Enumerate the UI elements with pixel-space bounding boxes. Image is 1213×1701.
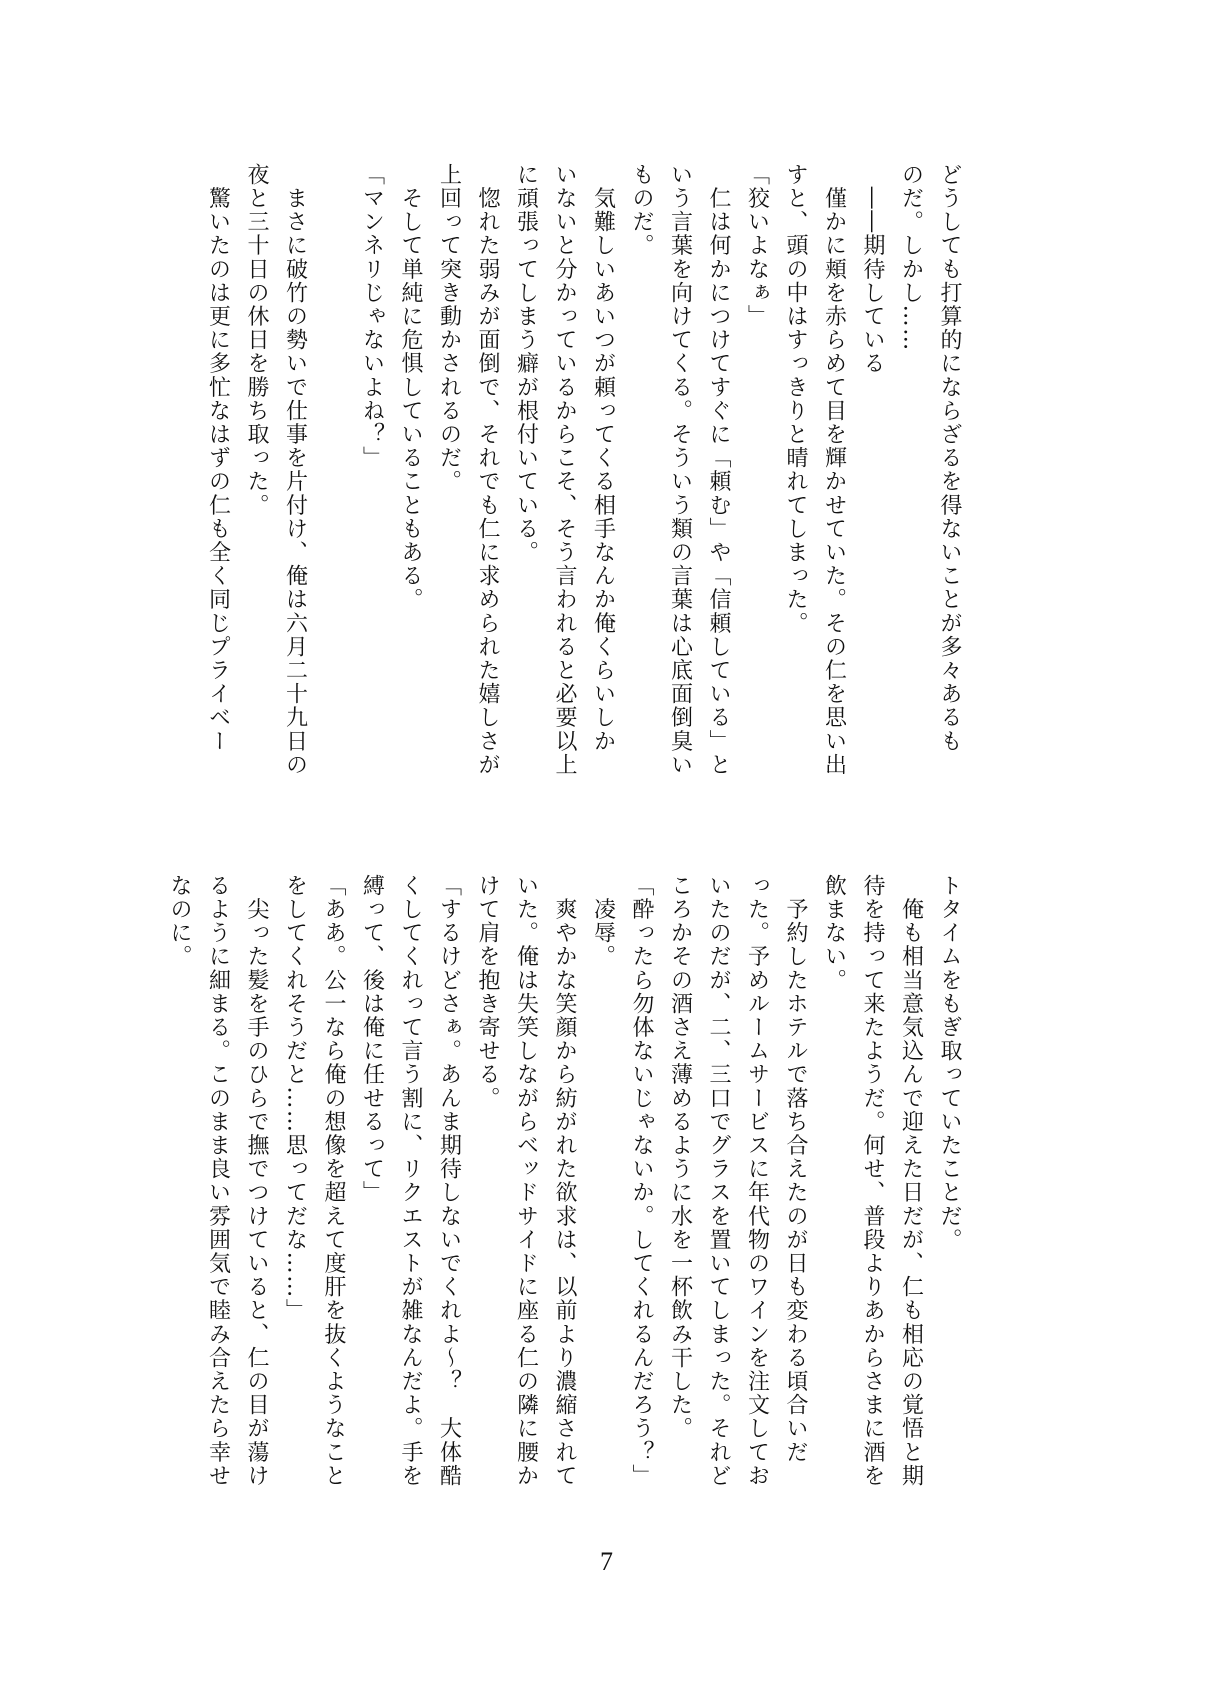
text-column: そして単純に危惧していることもある。 [398, 163, 423, 612]
text-column [314, 163, 353, 793]
text-column: のだ。しかし…… [898, 163, 924, 352]
text-column: なのに。 [167, 874, 192, 969]
text-column: 縛って、後は俺に任せるって」 [359, 874, 385, 1205]
text-column: 予約したホテルで落ち合えたのが日も変わる頃合いだ [783, 874, 808, 1464]
text-column: いたのだが、二、三口でグラスを置いてしまった。それど [706, 874, 731, 1488]
upper-text-block [198, 163, 968, 793]
text-column: ――期待している [860, 163, 885, 376]
text-column: いないと分かっているからこそ、そう言われると必要以上 [552, 163, 577, 777]
text-column: 惚れた弱みが面倒で、それでも仁に求められた嬉しさが [475, 163, 500, 777]
text-column: ころかその酒さえ薄めるように水を一杯飲み干した。 [667, 874, 693, 1441]
text-column: 「マンネリじゃないよね？」 [359, 163, 385, 470]
text-column: 待を持って来たようだ。何せ、普段よりあからさまに酒を [860, 874, 885, 1488]
page-number: 7 [600, 1547, 613, 1576]
text-column: ものだ。 [629, 163, 654, 258]
text-column: 「狡いよなぁ」 [744, 163, 770, 329]
text-column: 「ああ。公一なら俺の想像を超えて度肝を抜くようなこと [321, 874, 346, 1488]
text-column: まさに破竹の勢いで仕事を片付け、俺は六月二十九日の [282, 163, 308, 777]
text-column: 尖った髪を手のひらで撫でつけていると、仁の目が蕩け [244, 874, 269, 1488]
text-column: 僅かに頬を赤らめて目を輝かせていた。その仁を思い出 [821, 163, 847, 777]
text-column: 仁は何かにつけてすぐに「頼む」や「信頼している」と [706, 163, 731, 777]
lower-text-block [160, 874, 969, 1504]
text-column: をしてくれそうだと……思ってだな……」 [282, 874, 308, 1323]
text-column: 気難しいあいつが頼ってくる相手なんか俺くらいしか [590, 163, 616, 753]
text-column: いう言葉を向けてくる。そういう類の言葉は心底面倒臭い [667, 163, 693, 777]
text-column: すと、頭の中はすっきりと晴れてしまった。 [783, 163, 808, 635]
text-column: どうしても打算的にならざるを得ないことが多々あるも [937, 163, 962, 753]
text-column: 驚いたのは更に多忙なはずの仁も全く同じプライベー [205, 163, 231, 753]
text-column: 「するけどさぁ。あんま期待しないでくれよ～？ 大体酷 [436, 874, 462, 1488]
text-column: けて肩を抱き寄せる。 [475, 874, 500, 1110]
text-column: 上回って突き動かされるのだ。 [436, 163, 462, 494]
text-column: 飲まない。 [821, 874, 847, 992]
text-column: 凌辱。 [590, 874, 616, 969]
text-column: いた。俺は失笑しながらベッドサイドに座る仁の隣に腰か [513, 874, 539, 1488]
text-column: った。予めルームサービスに年代物のワインを注文してお [744, 874, 770, 1488]
text-column: 「酔ったら勿体ないじゃないか。してくれるんだろう？」 [629, 874, 654, 1488]
text-column: に頑張ってしまう癖が根付いている。 [513, 163, 539, 565]
text-column: 俺も相当意気込んで迎えた日だが、仁も相応の覚悟と期 [898, 874, 924, 1488]
text-column: トタイムをもぎ取っていたことだ。 [937, 874, 962, 1252]
text-column: 爽やかな笑顔から紡がれた欲求は、以前より濃縮されて [552, 874, 577, 1488]
text-column: くしてくれって言う割に、リクエストが雑なんだよ。手を [398, 874, 423, 1488]
text-column: 夜と三十日の休日を勝ち取った。 [244, 163, 269, 517]
text-column: るように細まる。このまま良い雰囲気で睦み合えたら幸せ [205, 874, 231, 1488]
